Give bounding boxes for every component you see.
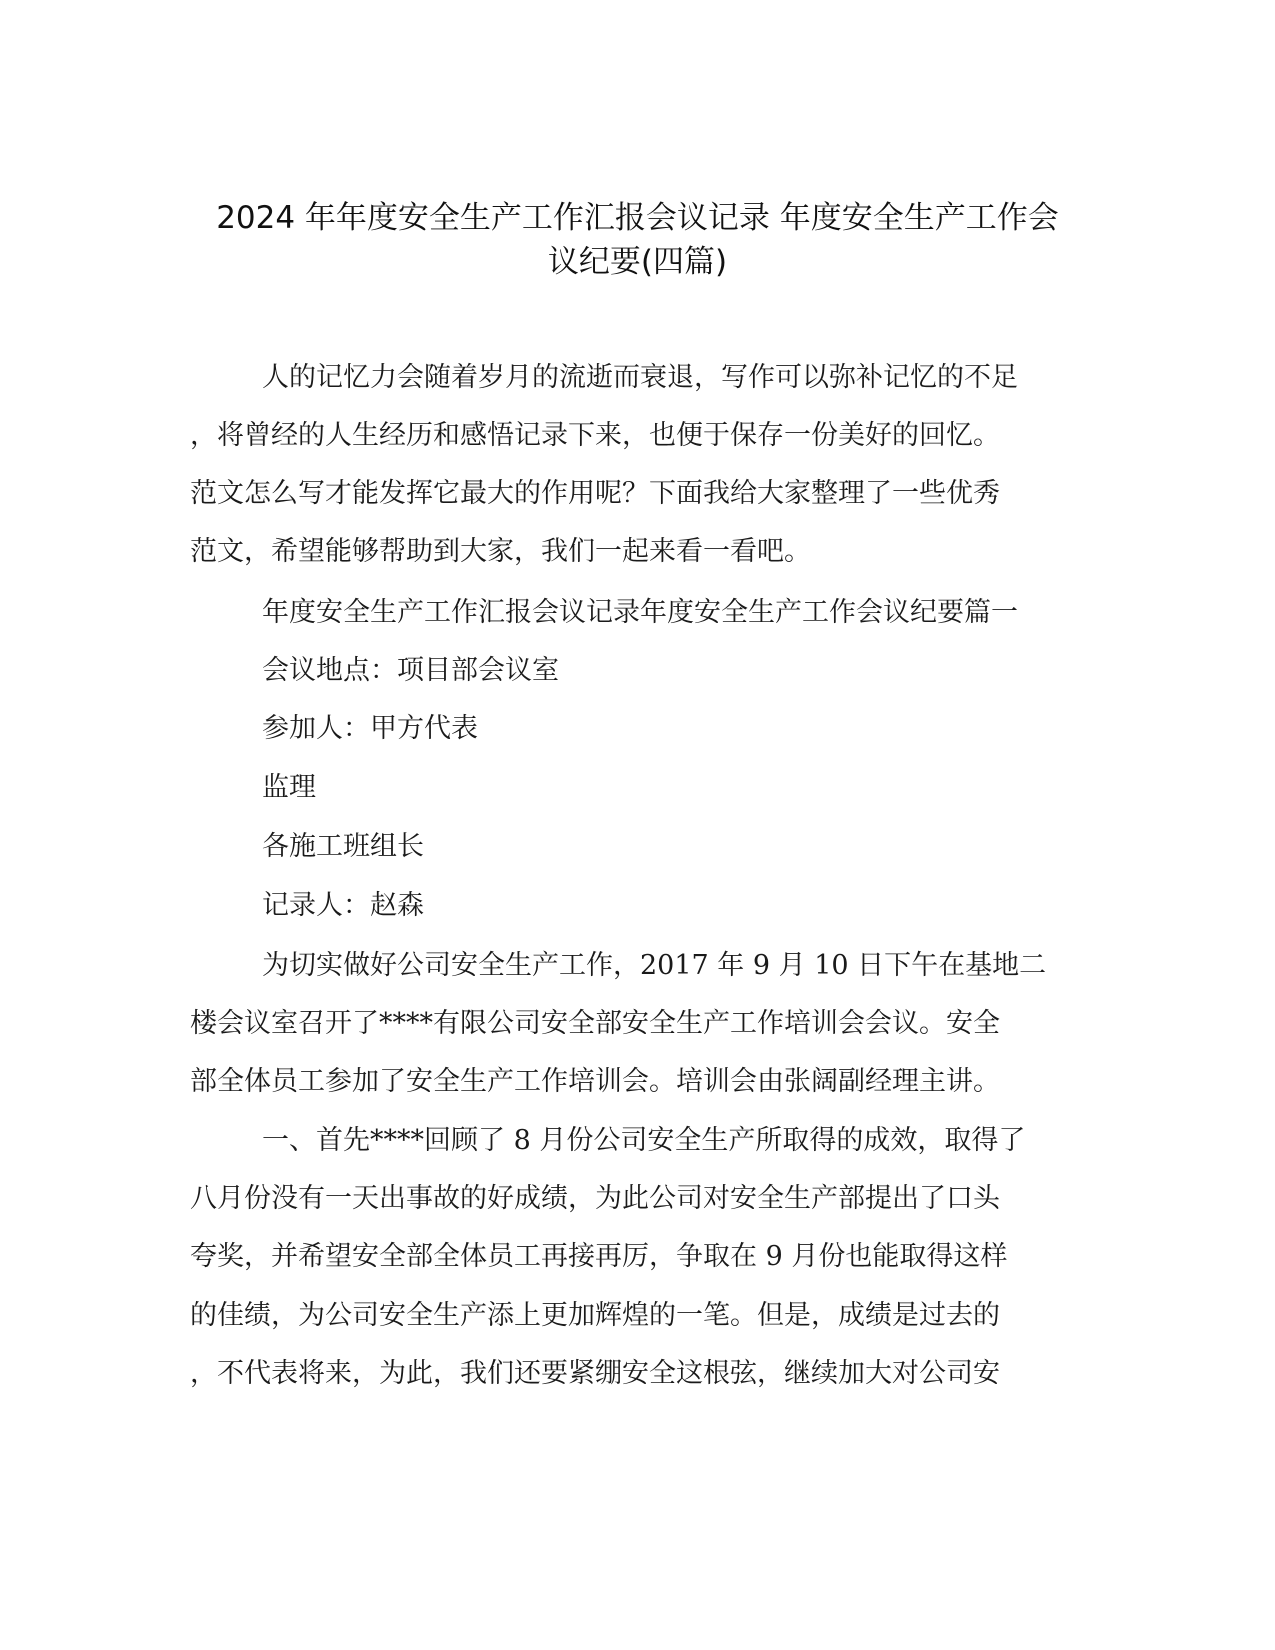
body-paragraph-line: 的佳绩，为公司安全生产添上更加辉煌的一笔。但是，成绩是过去的 [190, 1300, 1000, 1331]
intro-paragraph-line: 范文，希望能够帮助到大家，我们一起来看一看吧。 [190, 536, 811, 567]
body-paragraph-line: 部全体员工参加了安全生产工作培训会。培训会由张阔副经理主讲。 [190, 1066, 1000, 1097]
body-paragraph-line: 楼会议室召开了****有限公司安全部安全生产工作培训会会议。安全 [190, 1008, 1000, 1039]
title-line-1: 2024 年年度安全生产工作汇报会议记录 年度安全生产工作会 [216, 200, 1059, 236]
body-paragraph-line: ，不代表将来，为此，我们还要紧绷安全这根弦，继续加大对公司安 [190, 1358, 1000, 1389]
body-paragraph-line: 八月份没有一天出事故的好成绩，为此公司对安全生产部提出了口头 [190, 1183, 1000, 1214]
intro-paragraph-line: ，将曾经的人生经历和感悟记录下来，也便于保存一份美好的回忆。 [190, 420, 1000, 451]
intro-paragraph-line: 范文怎么写才能发挥它最大的作用呢？下面我给大家整理了一些优秀 [190, 478, 1000, 509]
body-paragraph-line: 一、首先****回顾了 8 月份公司安全生产所取得的成效，取得了 [262, 1125, 1026, 1156]
body-paragraph-line: 夸奖，并希望安全部全体员工再接再厉，争取在 9 月份也能取得这样 [190, 1241, 1008, 1272]
body-paragraph-line: 为切实做好公司安全生产工作，2017 年 9 月 10 日下午在基地二 [262, 950, 1047, 981]
attendee-item: 监理 [262, 772, 316, 803]
meeting-location: 会议地点：项目部会议室 [262, 655, 559, 686]
meeting-recorder: 记录人：赵森 [262, 890, 424, 921]
meeting-attendees: 参加人：甲方代表 [262, 713, 478, 744]
attendee-item: 各施工班组长 [262, 831, 424, 862]
intro-paragraph-line: 人的记忆力会随着岁月的流逝而衰退，写作可以弥补记忆的不足 [262, 362, 1018, 393]
section-heading: 年度安全生产工作汇报会议记录年度安全生产工作会议纪要篇一 [262, 597, 1018, 628]
document-title [150, 196, 1125, 284]
title-line-2: 议纪要(四篇) [547, 244, 728, 280]
